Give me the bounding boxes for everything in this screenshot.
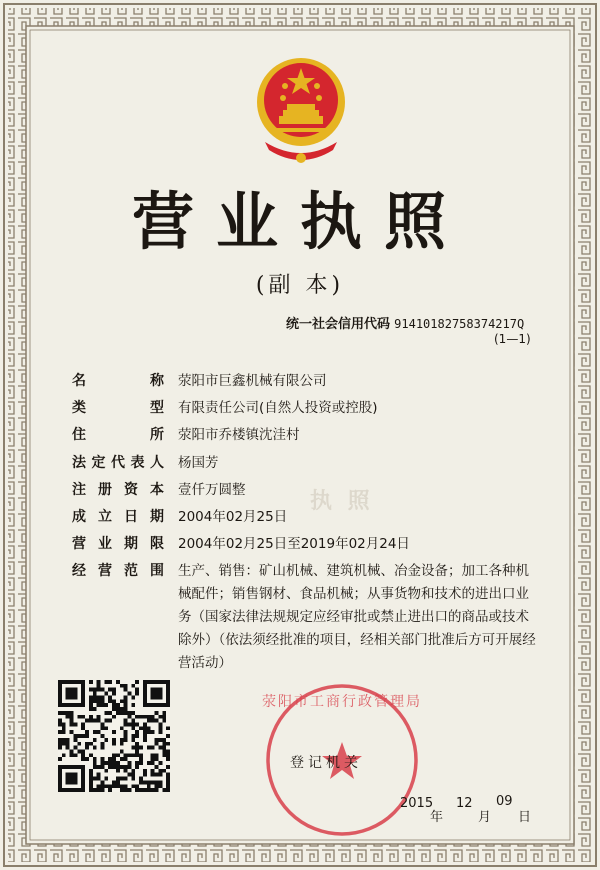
field-label: 名称 [72,373,164,389]
seal-text: 荥阳市工商行政管理局 [262,694,422,710]
field-label: 法定代表人 [72,455,164,471]
field-label: 住所 [72,427,164,443]
field-value: 2004年02月25日至2019年02月24日 [178,536,410,552]
field-label: 营业期限 [72,536,164,552]
date-day-unit: 日 [518,810,532,825]
field-value: 壹仟万圆整 [178,482,246,498]
date-year: 2015 [400,796,434,811]
copy-sequence: (1—1) [494,332,531,346]
field-value: 杨国芳 [178,455,219,471]
field-label: 经营范围 [72,563,164,579]
field-value: 荥阳市巨鑫机械有限公司 [178,373,327,389]
credit-code-line [286,313,524,332]
credit-code-label: 统一社会信用代码 [286,317,391,332]
date-month-unit: 月 [478,810,492,825]
national-emblem-icon [255,46,347,168]
issuing-authority-label: 登记机关 [290,755,362,771]
date-year-unit: 年 [430,810,444,825]
date-month: 12 [456,796,473,811]
field-value: 荥阳市乔楼镇沈洼村 [178,427,300,443]
field-label: 成立日期 [72,509,164,525]
date-day: 09 [496,794,513,809]
field-value: 2004年02月25日 [178,509,288,525]
document-subtitle: (副 本) [255,273,345,298]
document-title: 营业执照 [131,185,468,258]
credit-code-value: 91410182758374217Q [394,317,525,331]
field-value: 有限责任公司(自然人投资或控股) [178,400,378,416]
watermark-text: 执 照 [310,488,374,514]
field-value: 生产、销售：矿山机械、建筑机械、冶金设备；加工各种机械配件；销售钢材、食品机械；从事货物和技术的进出口业务（国家法律法规规定应经审批或禁止进出口的商品或技术除外）（依法须经批准的项目，经相关部门批准后方可开展经营活动） [178,563,536,671]
field-label: 类型 [72,400,164,416]
field-label: 注册资本 [72,482,164,498]
qr-code-icon [58,680,170,792]
